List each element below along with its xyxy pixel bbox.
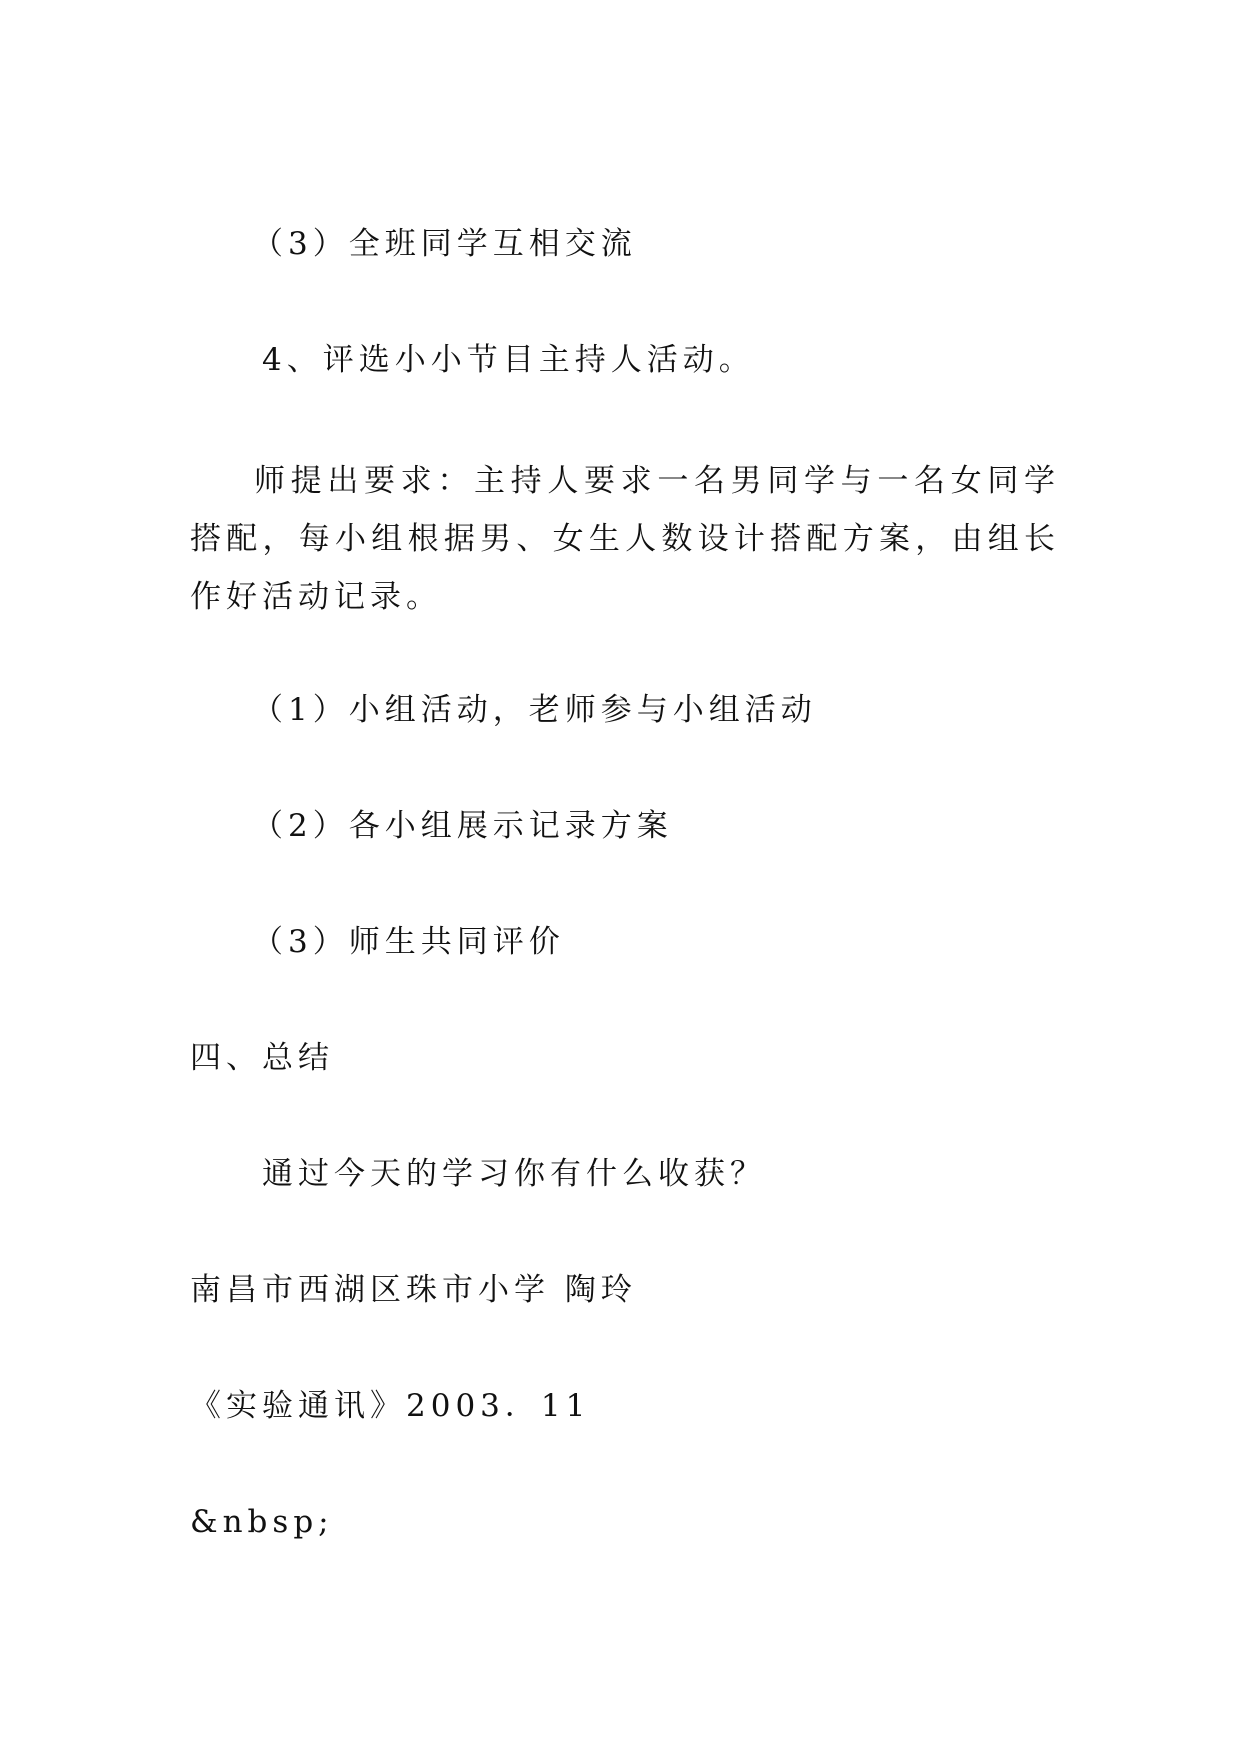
text-line: （1）小组活动，老师参与小组活动 (252, 692, 817, 728)
text-line: （3）师生共同评价 (252, 924, 565, 960)
author-line: 南昌市西湖区珠市小学 陶玲 (190, 1272, 637, 1308)
text-line: （3）全班同学互相交流 (252, 226, 637, 262)
source-line: 《实验通讯》2003．11 (190, 1388, 591, 1424)
text-line: 4、评选小小节目主持人活动。 (262, 342, 755, 378)
text-line: （2）各小组展示记录方案 (252, 808, 673, 844)
text-line: &nbsp; (190, 1504, 334, 1540)
text-line: 通过今天的学习你有什么收获？ (262, 1156, 766, 1192)
section-heading: 四、总结 (190, 1040, 334, 1076)
paragraph: 师提出要求：主持人要求一名男同学与一名女同学搭配，每小组根据男、女生人数设计搭配方案，由组长作好活动记录。 (190, 463, 1060, 615)
